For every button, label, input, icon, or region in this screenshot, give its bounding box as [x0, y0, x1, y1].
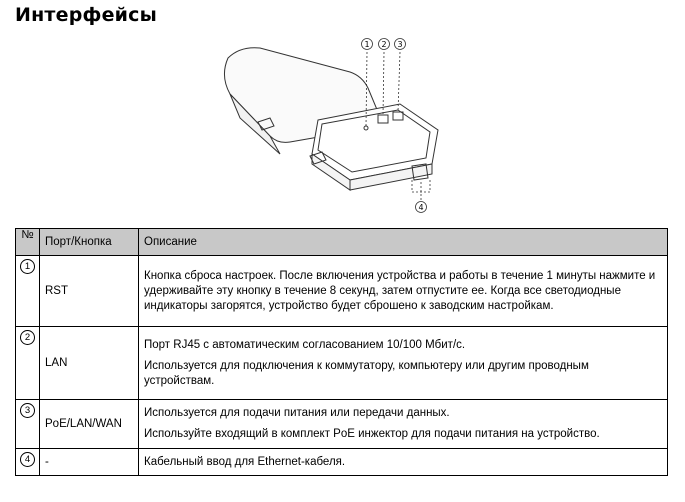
description-cell: [139, 400, 668, 449]
port-name: -: [40, 449, 139, 476]
row-number: [16, 400, 40, 449]
port-name: RST: [40, 256, 139, 327]
header-description: Описание: [139, 229, 668, 256]
description-text: Порт RJ45 с автоматическим согласованием 10/100 Мбит/с.: [144, 338, 466, 351]
header-num: №: [16, 229, 40, 256]
callout-4: [416, 202, 427, 213]
number-badge: 4: [20, 452, 35, 467]
description-cell: [139, 256, 668, 327]
description-text: Используется для подключения к коммутатору, компьютеру или другим проводным устройствам.: [144, 359, 589, 387]
description-text: Кнопка сброса настроек. После включения устройства и работы в течение 1 минуты нажмите и удерживайте эту кнопку в течение 8 секунд, затем отпустите ее. Когда все светодиодные индикаторы загорятся, устройство будет сброшено к заводским настройкам.: [144, 269, 656, 312]
description-cell: [139, 449, 668, 476]
description-text: Используйте входящий в комплект PoE инжектор для подачи питания на устройство.: [144, 428, 600, 440]
svg-text:4: 4: [418, 203, 424, 212]
device-diagram: [200, 32, 480, 218]
number-badge: 1: [20, 259, 35, 274]
callout-1: [362, 39, 373, 50]
page-title: Интерфейсы: [15, 4, 158, 26]
header-port: Порт/Кнопка: [40, 229, 139, 256]
row-number: [16, 449, 40, 476]
table-header-row: [16, 229, 668, 256]
interfaces-table: [15, 228, 668, 476]
description-cell: [139, 327, 668, 400]
description-text: Используется для подачи питания или передачи данных.: [144, 407, 450, 419]
table-row: [16, 327, 668, 400]
callout-3: [395, 39, 406, 50]
table-row: [16, 256, 668, 327]
port-name: PoE/LAN/WAN: [40, 400, 139, 449]
table-row: [16, 400, 668, 449]
description-text: Кабельный ввод для Ethernet-кабеля.: [144, 455, 346, 468]
number-badge: 2: [20, 330, 35, 345]
table-row: [16, 449, 668, 476]
svg-text:3: 3: [397, 40, 403, 49]
port-name: LAN: [40, 327, 139, 400]
callout-2: [379, 39, 390, 50]
row-number: [16, 256, 40, 327]
svg-text:2: 2: [381, 40, 387, 49]
number-badge: 3: [20, 403, 35, 418]
svg-text:1: 1: [364, 40, 370, 49]
row-number: [16, 327, 40, 400]
